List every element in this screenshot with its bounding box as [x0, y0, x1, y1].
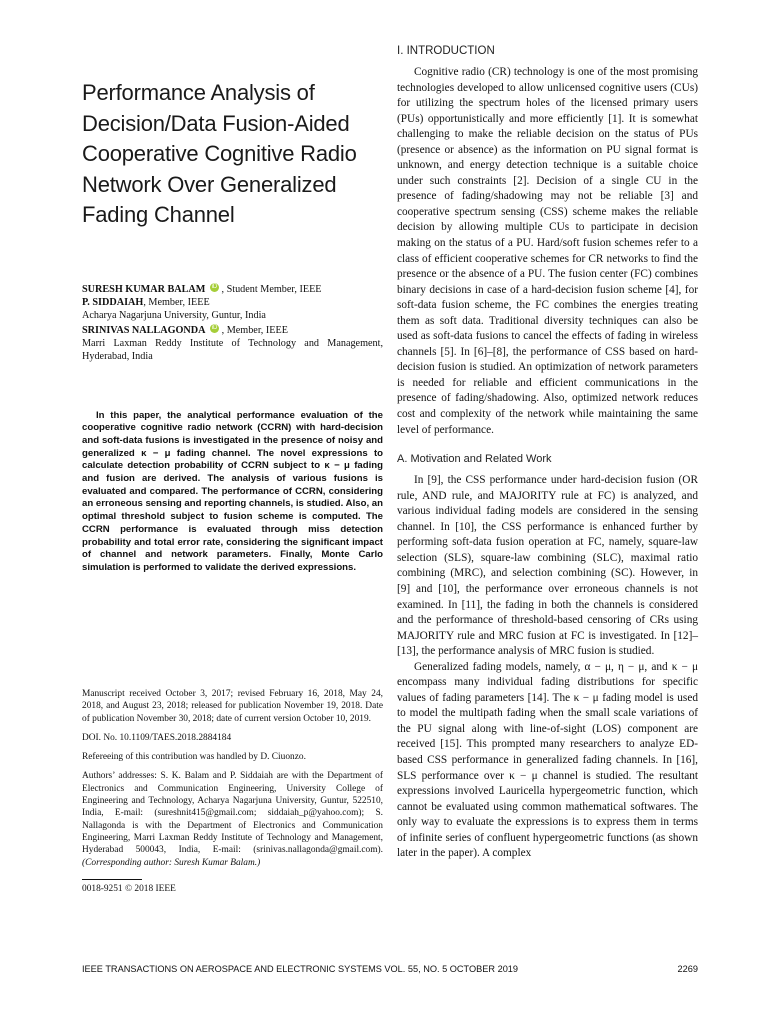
author-affiliation: Marri Laxman Reddy Institute of Technology and Management, Hyderabad, India — [82, 337, 383, 362]
corresponding-author: (Corresponding author: Suresh Kumar Balam.) — [82, 857, 261, 868]
author-block — [82, 283, 383, 363]
author-role: , Student Member, IEEE — [221, 283, 322, 295]
page-footer — [82, 964, 698, 974]
doi-note[interactable]: DOI. No. 10.1109/TAES.2018.2884184 — [82, 732, 232, 743]
abstract: In this paper, the analytical performance evaluation of the cooperative cognitive radio network (CCRN) with hard-decision and soft-data fusions is investigated in the presence of noisy and generalized κ − μ fading channel. The novel expressions to calculate detection probability of CCRN subject to κ − μ fading and fusion are derived. The analysis of various fusions is evaluated and compared. The performance of CCRN, considering an erroneous sensing and reporting channels, is studied. Also, an optimal threshold subject to fusion scheme is computed. The CCRN performance is evaluated through miss detection probability and total error rate, considering the significant impact of channel and network parameters. Finally, Monte Carlo simulation is performed to validate the derived expressions. — [82, 409, 383, 573]
motivation-paragraph: Generalized fading models, namely, α − μ, η − μ, and κ − μ encompass many individual fading distributions for specific values of fading parameters [14]. The κ − μ fading model is used to model the multipath fading when the small scale variations of the PU signal along with line-of-sight (LOS) component are received [15]. This prompted many researchers to analyze ED-based CSS performance in generalized fading channels. In [16], SLS performance over κ − μ channel is studied. The resultant expressions involved Lauricella hypergeometric function, which cannot be evaluated using common mathematical softwares. The only way to evaluate the expressions is to express them in terms of infinite series of confluent hypergeometric functions (as shown later in the paper). A complex — [397, 660, 698, 860]
right-column — [397, 40, 698, 862]
author-role: , Member, IEEE — [143, 296, 210, 308]
paper-title: Performance Analysis of Decision/Data Fusion-Aided Cooperative Cognitive Radio Network Over Generalized Fading Channel — [82, 80, 357, 227]
footnotes — [82, 688, 383, 895]
addresses-note — [82, 770, 383, 868]
copyright-note: 0018-9251 © 2018 IEEE — [82, 883, 176, 894]
author-line — [82, 283, 383, 296]
author-name: SRINIVAS NALLAGONDA — [82, 324, 206, 336]
motivation-paragraph: In [9], the CSS performance under hard-decision fusion (OR rule, AND rule, and MAJORITY rule at FC) is analyzed, and various individual fading models are considered in the sensing channel. In [10], the CSS performance is enhanced further by performing soft-data fusion operation at FC, namely, square-law selection (SLS), square-law combining (SLC), maximal ratio combining (MRC), and selection combining (SC). However, in [9] and [10], the performance over erroneous channels is not examined. In [11], the fading in both the channels is considered and the performance of threshold-based censoring of CRs using MAJORITY rule and MRC fusion at FC is investigated. In [12]–[13], the performance analysis of MRC fusion is studied. — [397, 474, 698, 658]
section-heading: I. INTRODUCTION — [397, 45, 495, 57]
journal-name: IEEE TRANSACTIONS ON AEROSPACE AND ELECTRONIC SYSTEMS VOL. 55, NO. 5 OCTOBER 2019 — [82, 964, 519, 974]
author-affiliation: Acharya Nagarjuna University, Guntur, India — [82, 309, 266, 321]
orcid-icon[interactable]: iD — [211, 324, 218, 331]
left-column — [82, 30, 383, 584]
refereeing-note: Refereeing of this contribution was handled by D. Ciuonzo. — [82, 752, 306, 763]
author-name: SURESH KUMAR BALAM — [82, 283, 206, 295]
author-line — [82, 296, 383, 309]
author-line — [82, 324, 383, 337]
orcid-icon[interactable]: iD — [211, 283, 218, 290]
divider — [82, 879, 142, 880]
addresses-text: Authors’ addresses: S. K. Balam and P. Siddaiah are with the Department of Electronics and Communication Engineering, University College of Engineering and Technology, Acharya Nagarjuna University, Guntur, 522510, India, E-mail: (sureshnit415@gmail.com; siddaiah_p@yahoo.com); S. Nallagonda is with the Department of Electronics and Communication Engineering, Marri Laxman Reddy Institute of Technology and Management, Hyderabad 500043, India, E-mail: (srinivas.nallagonda@gmail.com). — [82, 771, 383, 856]
intro-paragraph: Cognitive radio (CR) technology is one of the most promising technologies developed to allow unlicensed cognitive users (CUs) for utilizing the spectrum holes of the licensed primary users (PUs) opportunistically and more efficiently [1]. It is somewhat challenging to make the reliable decision on the status of PUs (presence or absence) as the information on PU signal format is unknown, and energy detection technique is a suitable choice under such constraints [2]. Decision of a single CU in the presence of fading/shadowing may not be reliable [3] and cooperative spectrum sensing (CSS) scheme makes the reliable decision by allowing multiple CUs to participate in decision making on the status of a PU. Hard/soft fusion schemes refer to a class of efficient cooperative schemes for CR networks to find the presence or the absence of a PU. The fusion center (FC) combines binary decisions in case of a hard-decision fusion scheme [4], for soft-data fusion scheme, the FC combines the energies treating them as soft data. Traditional diversity techniques can also be used as soft-data fusions to cancel the effects of fading in wireless channels [5]. In [6]–[8], the performance of CSS based on hard-decision fusion is studied. An optimization of network parameters is needed for reliable and efficient communications in the presence of fading/shadowing. Also, optimized network reduces cost and complexity of the network while maintaining the same level of performance. — [397, 66, 698, 436]
manuscript-note: Manuscript received October 3, 2017; revised February 16, 2018, May 24, 2018, and August 23, 2018; released for publication November 19, 2018. Date of publication November 30, 2018; date of current version October 10, 2019. — [82, 689, 383, 724]
author-role: , Member, IEEE — [221, 324, 288, 336]
author-name: P. SIDDAIAH — [82, 296, 144, 308]
page-number: 2269 — [677, 964, 698, 974]
subsection-heading: A. Motivation and Related Work — [397, 453, 552, 466]
